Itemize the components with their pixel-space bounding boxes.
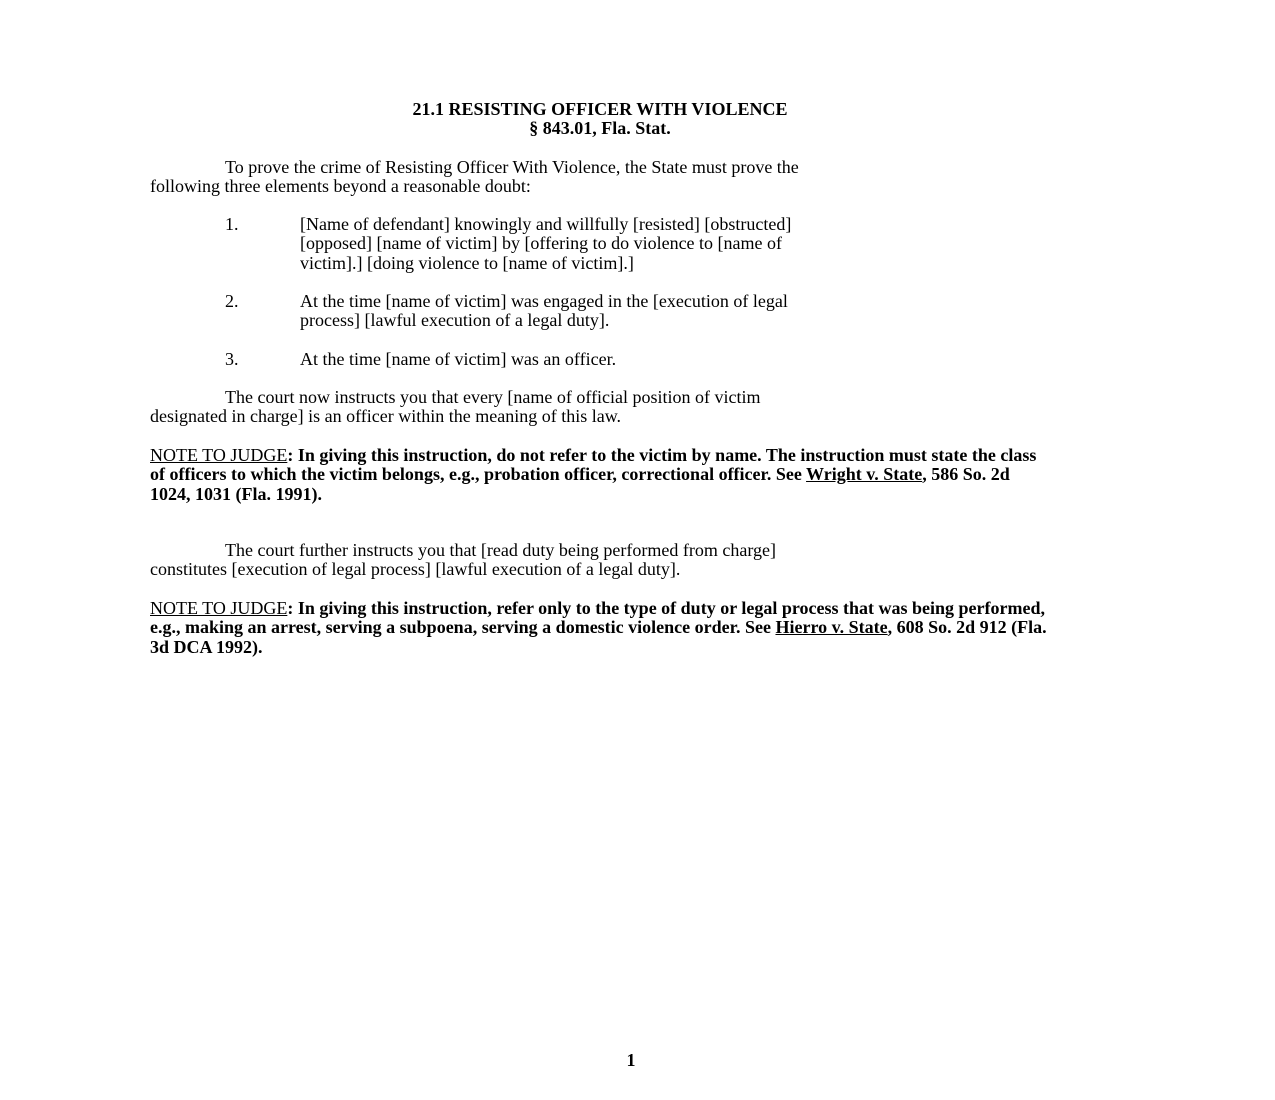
case-citation-wright: Wright v. State xyxy=(806,464,923,485)
page-number: 1 xyxy=(626,1050,636,1070)
statute-reference: § 843.01, Fla. Stat. xyxy=(529,118,671,138)
element-number: 3. xyxy=(225,349,239,369)
note-text-after: , 608 So. 2d 912 (Fla. 3d DCA 1992). xyxy=(150,617,1047,657)
note-text: : In giving this instruction, refer only to the type of duty or legal process that was being performed, e.g., making an arrest, serving a subpoena, serving a domestic violence order. See xyxy=(150,598,1045,638)
case-citation-hierro: Hierro v. State xyxy=(775,617,888,638)
officer-paragraph: The court now instructs you that every [name of official position of victim designated in charge] is an officer within the meaning of this law. xyxy=(150,387,761,427)
intro-paragraph: To prove the crime of Resisting Officer With Violence, the State must prove the following three elements beyond a reasonable doubt: xyxy=(150,157,799,197)
note-text: : In giving this instruction, do not refer to the victim by name. The instruction must state the class of officers to which the victim belongs, e.g., probation officer, correctional officer. See xyxy=(150,445,1037,485)
element-number: 2. xyxy=(225,291,239,311)
note-label: NOTE TO JUDGE xyxy=(150,445,288,465)
document-title: 21.1 RESISTING OFFICER WITH VIOLENCE xyxy=(412,99,788,119)
element-text: At the time [name of victim] was engaged in the [execution of legal process] [lawful execution of a legal duty]. xyxy=(300,291,788,331)
duty-paragraph: The court further instructs you that [read duty being performed from charge] constitutes [execution of legal process] [lawful execution of a legal duty]. xyxy=(150,540,776,580)
note-text-after: , 586 So. 2d 1024, 1031 (Fla. 1991). xyxy=(150,464,1010,504)
note-label: NOTE TO JUDGE xyxy=(150,598,288,618)
note-to-judge-2 xyxy=(150,599,1050,657)
element-text: At the time [name of victim] was an officer. xyxy=(300,349,617,369)
element-text: [Name of defendant] knowingly and willfully [resisted] [obstructed] [opposed] [name of victim] by [offering to do violence to [name of victim].] [doing violence to [name of victim].] xyxy=(300,214,792,273)
note-to-judge-1 xyxy=(150,446,1050,504)
element-number: 1. xyxy=(225,214,239,234)
